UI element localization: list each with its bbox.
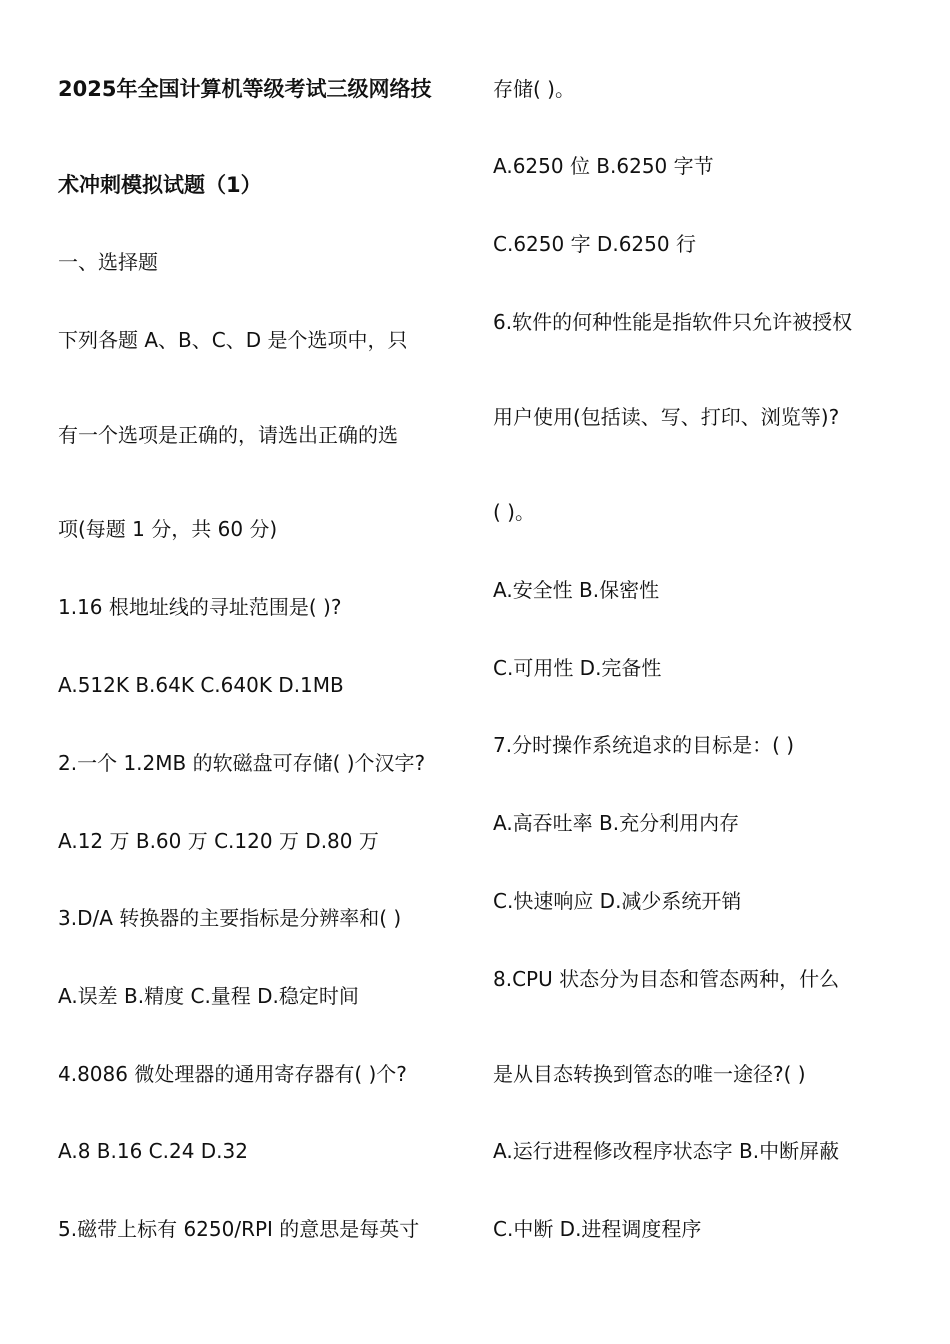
q3-stem: 3.D/A 转换器的主要指标是分辨率和( ) bbox=[58, 906, 402, 930]
q8-options-line-2: C.中断 D.进程调度程序 bbox=[493, 1217, 702, 1241]
q1-options: A.512K B.64K C.640K D.1MB bbox=[58, 673, 344, 697]
q7-options-line-2: C.快速响应 D.减少系统开销 bbox=[493, 889, 742, 913]
q7-stem: 7.分时操作系统追求的目标是：( ) bbox=[493, 733, 795, 757]
q2-options: A.12 万 B.60 万 C.120 万 D.80 万 bbox=[58, 829, 379, 853]
q2-stem: 2.一个 1.2MB 的软磁盘可存储( )个汉字? bbox=[58, 751, 426, 775]
intro-line-3: 项(每题 1 分，共 60 分) bbox=[58, 517, 278, 541]
q6-stem-line-3: ( )。 bbox=[493, 500, 535, 524]
q6-options-line-1: A.安全性 B.保密性 bbox=[493, 578, 660, 602]
q1-stem: 1.16 根地址线的寻址范围是( )? bbox=[58, 595, 342, 619]
intro-line-2: 有一个选项是正确的，请选出正确的选 bbox=[58, 423, 398, 447]
q8-stem-line-2: 是从目态转换到管态的唯一途径?( ) bbox=[493, 1062, 806, 1086]
section-heading: 一、选择题 bbox=[58, 250, 158, 274]
title-line-2: 术冲刺模拟试题（1） bbox=[58, 173, 262, 197]
title-line-1: 2025年全国计算机等级考试三级网络技 bbox=[58, 77, 432, 101]
q6-stem-line-1: 6.软件的何种性能是指软件只允许被授权 bbox=[493, 310, 853, 334]
q7-options-line-1: A.高吞吐率 B.充分利用内存 bbox=[493, 811, 740, 835]
intro-line-1: 下列各题 A、B、C、D 是个选项中，只 bbox=[58, 328, 408, 352]
q8-stem-line-1: 8.CPU 状态分为目态和管态两种，什么 bbox=[493, 967, 840, 991]
q6-stem-line-2: 用户使用(包括读、写、打印、浏览等)? bbox=[493, 405, 840, 429]
q5-options-line-2: C.6250 字 D.6250 行 bbox=[493, 232, 696, 256]
q5-stem-line-1: 5.磁带上标有 6250/RPI 的意思是每英寸 bbox=[58, 1217, 420, 1241]
q3-options: A.误差 B.精度 C.量程 D.稳定时间 bbox=[58, 984, 359, 1008]
q5-options-line-1: A.6250 位 B.6250 字节 bbox=[493, 154, 714, 178]
q8-options-line-1: A.运行进程修改程序状态字 B.中断屏蔽 bbox=[493, 1139, 840, 1163]
q4-stem: 4.8086 微处理器的通用寄存器有( )个? bbox=[58, 1062, 407, 1086]
q5-stem-line-2: 存储( )。 bbox=[493, 77, 575, 101]
q4-options: A.8 B.16 C.24 D.32 bbox=[58, 1139, 248, 1163]
q6-options-line-2: C.可用性 D.完备性 bbox=[493, 656, 662, 680]
